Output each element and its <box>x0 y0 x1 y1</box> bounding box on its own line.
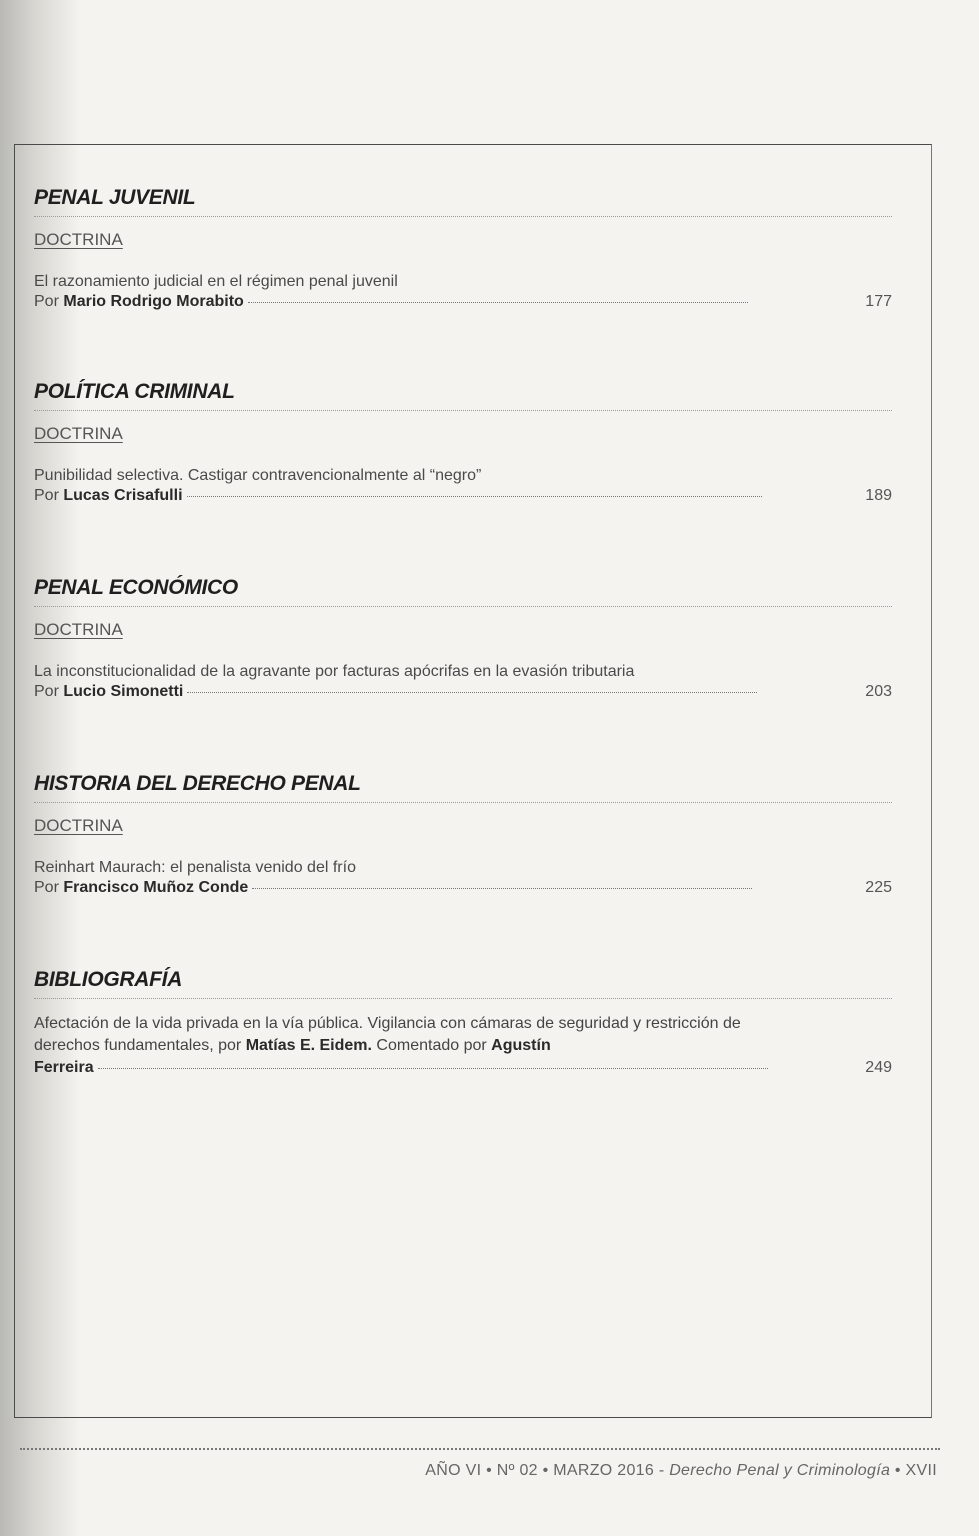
reviewed-author: Matías E. Eidem. <box>245 1037 372 1054</box>
section-subhead: DOCTRINA <box>34 424 123 443</box>
section-title: HISTORIA DEL DERECHO PENAL <box>34 772 892 803</box>
section-subhead: DOCTRINA <box>34 620 123 639</box>
entry-title: Punibilidad selectiva. Castigar contravencionalmente al “negro” <box>34 467 482 484</box>
page-number: 225 <box>865 879 892 896</box>
toc-section-penal-economico <box>34 576 892 702</box>
entry-title: La inconstitucionalidad de la agravante por facturas apócrifas en la evasión tributaria <box>34 663 635 680</box>
section-title: PENAL JUVENIL <box>34 186 892 217</box>
author-name: Francisco Muñoz Conde <box>63 879 249 896</box>
commentator-name-last: Ferreira <box>34 1059 94 1076</box>
toc-section-bibliografia <box>34 968 892 1079</box>
page-number: 189 <box>865 487 892 504</box>
section-subhead: DOCTRINA <box>34 230 123 249</box>
toc-entry[interactable] <box>34 662 892 702</box>
by-label: Por <box>34 683 59 700</box>
entry-byline <box>34 1057 892 1079</box>
by-label: Por <box>34 879 59 896</box>
page-number: 203 <box>865 683 892 700</box>
review-text: Afectación de la vida privada en la vía pública. Vigilancia con cámaras de seguridad y restricción de derechos fundamentales, por <box>34 1015 741 1054</box>
entry-title: Reinhart Maurach: el penalista venido del frío <box>34 859 356 876</box>
section-subhead: DOCTRINA <box>34 816 123 835</box>
dot-leader <box>187 692 757 693</box>
entry-byline <box>34 682 892 702</box>
toc-entry[interactable] <box>34 466 892 506</box>
author-name: Lucio Simonetti <box>63 683 184 700</box>
entry-title: El razonamiento judicial en el régimen penal juvenil <box>34 273 398 290</box>
footer-divider <box>20 1448 940 1450</box>
toc-section-penal-juvenil <box>34 186 892 312</box>
dot-leader <box>248 302 748 303</box>
footer-page-number: • XVII <box>894 1462 937 1479</box>
by-label: Por <box>34 487 59 504</box>
by-label: Por <box>34 293 59 310</box>
entry-byline <box>34 878 892 898</box>
page-number: 249 <box>865 1059 892 1076</box>
author-name: Lucas Crisafulli <box>63 487 183 504</box>
toc-entry-bibliography[interactable] <box>34 1013 794 1057</box>
commentator-name-first: Agustín <box>491 1037 551 1054</box>
dot-leader <box>252 888 752 889</box>
toc-entry[interactable] <box>34 858 892 898</box>
entry-byline <box>34 486 892 506</box>
toc-entry[interactable] <box>34 272 892 312</box>
entry-byline <box>34 292 892 312</box>
dot-leader <box>98 1068 768 1069</box>
journal-name: Derecho Penal y Criminología <box>669 1462 891 1479</box>
page-footer <box>425 1462 937 1480</box>
toc-section-historia-derecho-penal <box>34 772 892 898</box>
issue-info: AÑO VI • Nº 02 • MARZO 2016 - <box>425 1462 665 1479</box>
toc-section-politica-criminal <box>34 380 892 506</box>
section-title: PENAL ECONÓMICO <box>34 576 892 607</box>
author-name: Mario Rodrigo Morabito <box>63 293 244 310</box>
section-title: BIBLIOGRAFÍA <box>34 968 892 999</box>
commented-by-label: Comentado por <box>376 1037 487 1054</box>
page-number: 177 <box>865 293 892 310</box>
dot-leader <box>187 496 762 497</box>
section-title: POLÍTICA CRIMINAL <box>34 380 892 411</box>
